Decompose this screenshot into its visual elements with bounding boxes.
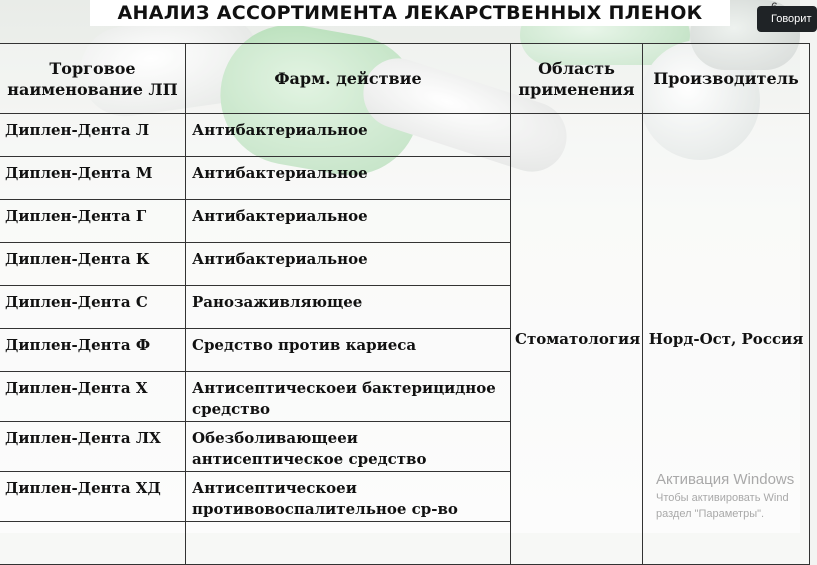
cell-pharm-action: Антисептическоеи бактерицидное средство (186, 372, 511, 422)
cell-trade-name (0, 522, 186, 565)
cell-pharm-action: Антибактериальное (186, 157, 511, 200)
cell-pharm-action: Обезболивающееи антисептическое средство (186, 422, 511, 472)
header-pharm-action: Фарм. действие (186, 44, 511, 114)
windows-activation-watermark (656, 470, 794, 522)
cell-trade-name: Диплен-Дента Ф (0, 329, 186, 372)
table-row (0, 114, 810, 157)
cell-trade-name: Диплен-Дента ЛХ (0, 422, 186, 472)
activation-line-1: Чтобы активировать Wind (656, 492, 789, 504)
slide-title-bar (90, 0, 730, 26)
cell-pharm-action: Антибактериальное (186, 243, 511, 286)
header-trade-name: Торговое наименование ЛП (0, 44, 186, 114)
cell-trade-name: Диплен-Дента ХД (0, 472, 186, 522)
cell-pharm-action (186, 522, 511, 565)
cell-area: Стоматология (511, 114, 643, 565)
header-manufacturer: Производитель (643, 44, 810, 114)
cell-pharm-action: Средство против кариеса (186, 329, 511, 372)
cell-pharm-action: Антисептическоеи противовоспалительное ср-во (186, 472, 511, 522)
cell-trade-name: Диплен-Дента М (0, 157, 186, 200)
activation-title: Активация Windows (656, 471, 795, 488)
activation-line-2: раздел "Параметры". (656, 508, 765, 520)
cell-trade-name: Диплен-Дента С (0, 286, 186, 329)
cell-pharm-action: Антибактериальное (186, 200, 511, 243)
table-header-row (0, 44, 810, 114)
slide-title: АНАЛИЗ АССОРТИМЕНТА ЛЕКАРСТВЕННЫХ ПЛЕНОК (117, 2, 703, 24)
cell-pharm-action: Ранозаживляющее (186, 286, 511, 329)
cell-trade-name: Диплен-Дента Г (0, 200, 186, 243)
speaking-indicator-button[interactable]: Говорит (757, 6, 817, 32)
cell-trade-name: Диплен-Дента К (0, 243, 186, 286)
cell-manufacturer: Норд-Ост, Россия (643, 114, 810, 565)
cell-trade-name: Диплен-Дента Х (0, 372, 186, 422)
cell-trade-name: Диплен-Дента Л (0, 114, 186, 157)
cell-pharm-action: Антибактериальное (186, 114, 511, 157)
header-area: Область применения (511, 44, 643, 114)
